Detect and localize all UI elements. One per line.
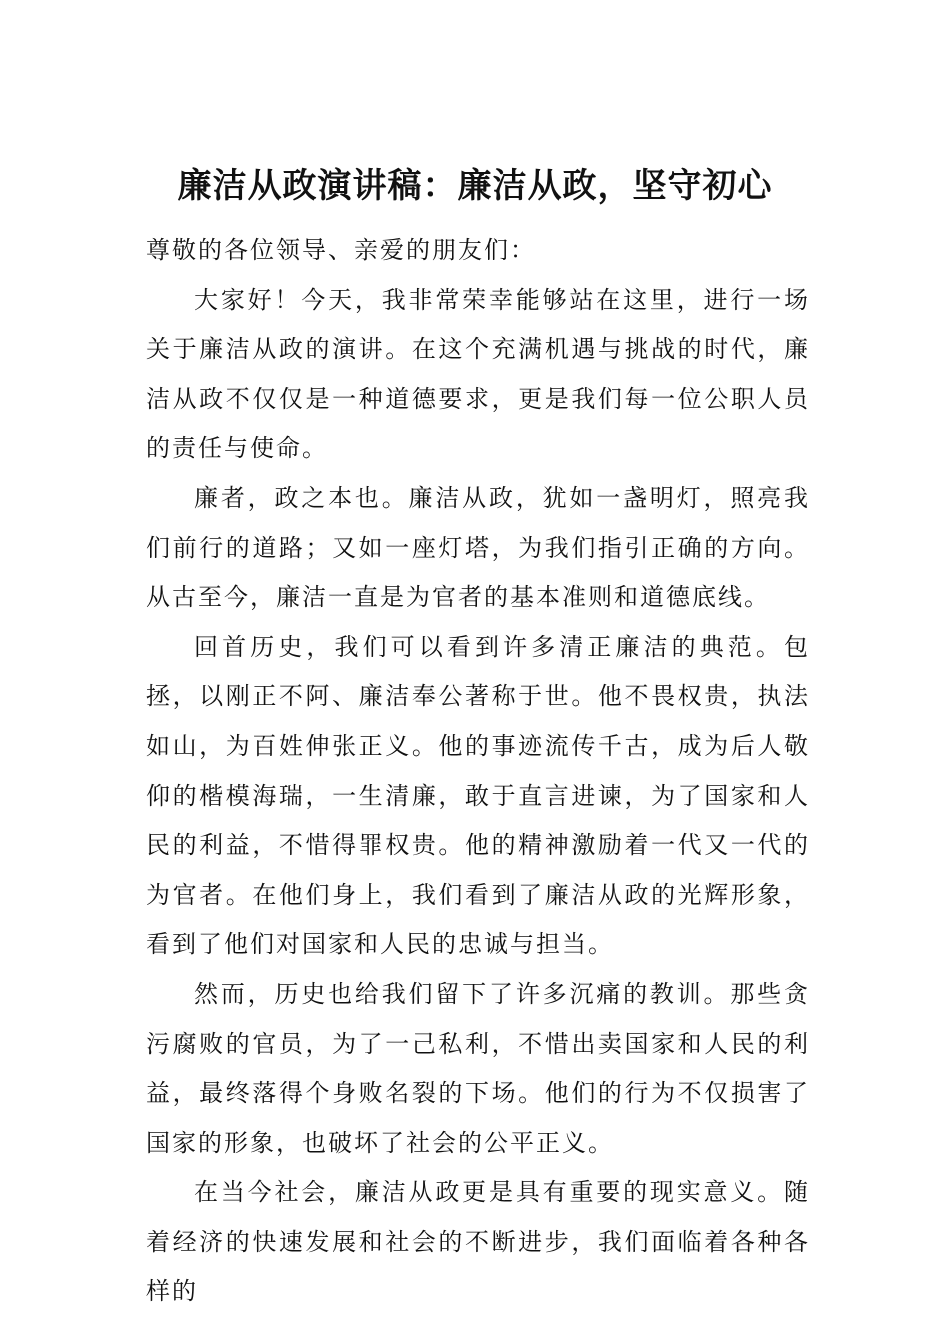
paragraph-integrity: 廉者，政之本也。廉洁从政，犹如一盏明灯，照亮我们前行的道路；又如一座灯塔，为我们指引正确的方向。从古至今，廉洁一直是为官者的基本准则和道德底线。 bbox=[146, 483, 810, 612]
paragraph-modern-society: 在当今社会，廉洁从政更是具有重要的现实意义。随着经济的快速发展和社会的不断进步，我们面临着各种各样的 bbox=[146, 1178, 810, 1306]
salutation: 尊敬的各位领导、亲爱的朋友们： bbox=[146, 236, 536, 264]
document-title: 廉洁从政演讲稿：廉洁从政，坚守初心 bbox=[177, 166, 773, 206]
paragraph-greeting: 大家好！今天，我非常荣幸能够站在这里，进行一场关于廉洁从政的演讲。在这个充满机遇与挑战的时代，廉洁从政不仅仅是一种道德要求，更是我们每一位公职人员的责任与使命。 bbox=[146, 285, 810, 463]
paragraph-history-lessons: 然而，历史也给我们留下了许多沉痛的教训。那些贪污腐败的官员，为了一己私利，不惜出卖国家和人民的利益，最终落得个身败名裂的下场。他们的行为不仅损害了国家的形象，也破坏了社会的公平正义。 bbox=[146, 979, 810, 1157]
paragraph-history-models: 回首历史，我们可以看到许多清正廉洁的典范。包拯，以刚正不阿、廉洁奉公著称于世。他不畏权贵，执法如山，为百姓伸张正义。他的事迹流传千古，成为后人敬仰的楷模海瑞，一生清廉，敢于直言进谏，为了国家和人民的利益，不惜得罪权贵。他的精神激励着一代又一代的为官者。在他们身上，我们看到了廉洁从政的光辉形象，看到了他们对国家和人民的忠诚与担当。 bbox=[146, 632, 810, 959]
document-body bbox=[146, 226, 810, 1317]
